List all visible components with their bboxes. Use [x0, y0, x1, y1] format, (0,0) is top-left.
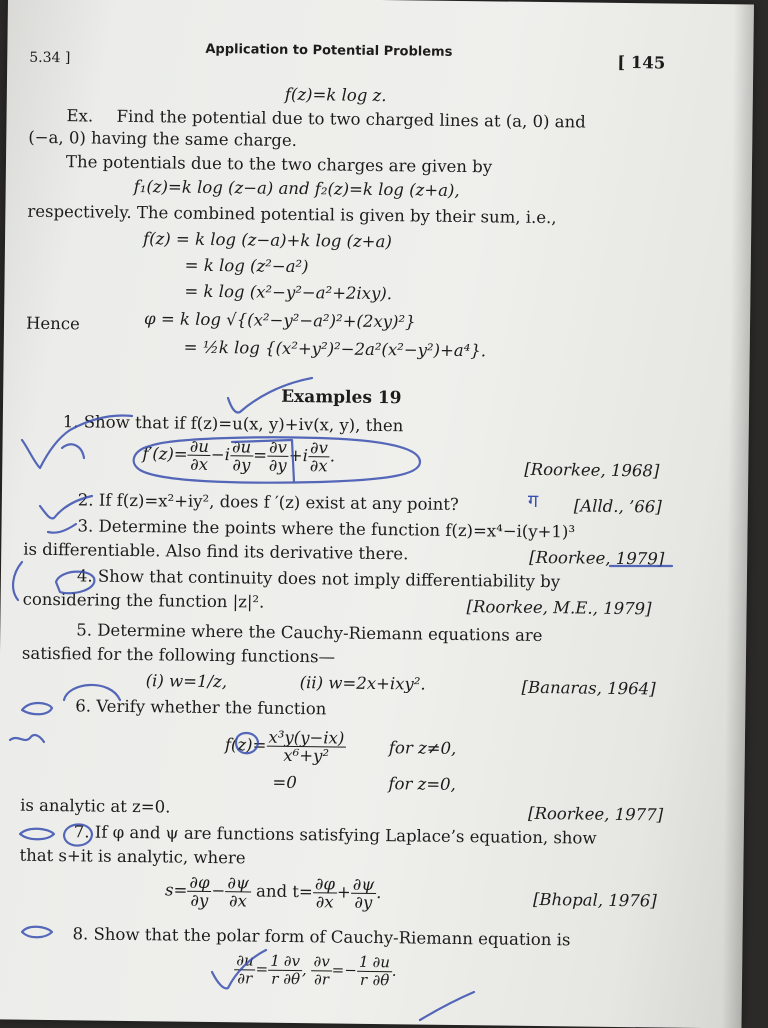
formula-step3: = k log (x²−y²−a²+2ixy). — [184, 281, 393, 304]
e1-frac-4-num: ∂v — [309, 438, 328, 458]
e7-frac-1 — [187, 874, 212, 909]
exercise-6-cont: is analytic at z=0. — [20, 795, 171, 817]
e1-end: . — [329, 446, 336, 466]
e1-frac-1-den: ∂x — [190, 454, 209, 474]
exercise-6: 6. Verify whether the function — [75, 696, 327, 719]
e8-sep: , — [301, 960, 307, 979]
e8-frac-5-den: r — [359, 970, 368, 989]
exercise-5-part-i: (i) w=1/z, — [145, 671, 228, 692]
exercise-3: 3. Determine the points where the function f(z)=x⁴−i(y+1)³ — [77, 516, 576, 542]
text-potentials: The potentials due to the two charges are given by — [65, 152, 493, 177]
examples-heading: Examples 19 — [281, 386, 402, 409]
formula-phi: φ = k log √{(x²−y²−a²)²+(2xy)²} — [143, 309, 416, 332]
e6-frac — [266, 729, 346, 765]
e7-frac-3 — [313, 875, 338, 910]
header-page-number: [ 145 — [617, 52, 666, 73]
e7-plus: + — [336, 882, 351, 902]
exercise-8: 8. Show that the polar form of Cauchy-Riemann equation is — [72, 924, 571, 950]
formula-step2: = k log (z²−a²) — [184, 255, 309, 277]
e7-frac-4-den: ∂y — [354, 892, 373, 912]
e1-frac-2 — [230, 438, 254, 473]
e8-frac-5 — [357, 954, 371, 989]
example-statement: Find the potential due to two charged lines at (a, 0) and — [116, 106, 586, 132]
exercise-6-citation: [Roorkee, 1977] — [527, 803, 664, 825]
e1-frac-2-num: ∂u — [231, 437, 252, 457]
e8-frac-1 — [234, 952, 256, 987]
e8-frac-4-den: ∂r — [313, 970, 330, 989]
e8-frac-2 — [268, 953, 282, 988]
e1-frac-3-num: ∂v — [268, 437, 288, 457]
e8-end: . — [391, 961, 397, 980]
e6-frac-den: x⁶+y² — [283, 745, 330, 766]
e7-frac-3-num: ∂φ — [314, 874, 336, 894]
exercise-3-citation: [Roorkee, 1979] — [529, 547, 665, 569]
example-statement-cont: (−a, 0) having the same charge. — [28, 127, 298, 150]
e8-frac-3-num: ∂v — [282, 953, 302, 971]
text-combined: respectively. The combined potential is given by their sum, i.e., — [27, 201, 557, 228]
exercise-6-cond-2: for z=0, — [388, 774, 456, 794]
e7-and-t: and t= — [255, 881, 313, 902]
exercise-6-formula — [225, 728, 347, 764]
e8-frac-3-den: ∂θ — [283, 969, 301, 989]
exercise-4-citation: [Roorkee, M.E., 1979] — [466, 597, 652, 619]
exercise-5-cont: satisfied for the following functions— — [21, 643, 336, 667]
header-title: Application to Potential Problems — [205, 41, 453, 60]
e1-lhs: f′(z)= — [142, 444, 188, 464]
e1-plus-i: +i — [288, 445, 309, 466]
exercise-1-formula — [142, 437, 335, 474]
e1-frac-3-den: ∂y — [268, 455, 287, 475]
e1-frac-4 — [308, 439, 330, 474]
exercise-6-cond-1: for z≠0, — [388, 738, 457, 758]
exercise-1-citation: [Roorkee, 1968] — [524, 459, 660, 481]
exercise-6-zero: =0 — [272, 772, 297, 793]
e1-equals: = — [253, 445, 268, 465]
e1-frac-3 — [267, 439, 289, 474]
example-label: Ex. — [66, 106, 94, 126]
e7-frac-1-num: ∂φ — [189, 872, 210, 892]
e8-eq-2: =− — [331, 960, 357, 980]
e6-lhs: f(z)= — [224, 735, 267, 755]
e8-frac-2-num: 1 — [268, 953, 282, 971]
e7-s: s= — [164, 880, 188, 900]
exercise-7-formula — [165, 873, 382, 911]
e1-minus-i: −i — [210, 444, 231, 465]
e8-eq-1: = — [255, 960, 269, 979]
e8-frac-1-num: ∂u — [234, 952, 256, 970]
e7-end: . — [376, 883, 382, 903]
exercise-4-cont: considering the function |z|². — [22, 589, 265, 612]
exercise-5-citation: [Banaras, 1964] — [521, 677, 656, 699]
exercise-1: 1. Show that if f(z)=u(x, y)+iv(x, y), then — [62, 412, 404, 436]
e8-frac-6-num: ∂u — [370, 954, 392, 972]
e1-frac-2-den: ∂y — [232, 455, 251, 475]
formula-f1-f2: f₁(z)=k log (z−a) and f₂(z)=k log (z+a), — [133, 176, 460, 200]
exercise-7-cont: that s+it is analytic, where — [19, 845, 246, 868]
e7-minus: − — [211, 880, 226, 901]
exercise-7-citation: [Bhopal, 1976] — [532, 889, 657, 911]
e7-frac-4 — [350, 876, 376, 911]
e8-frac-4-num: ∂v — [311, 953, 331, 971]
formula-phi-expanded: = ½k log {(x²+y²)²−2a²(x²−y²)+a⁴}. — [183, 337, 487, 361]
exercise-2: 2. If f(z)=x²+iy², does f ′(z) exist at any point? — [77, 490, 459, 514]
e8-frac-6-den: ∂θ — [372, 970, 390, 990]
e7-frac-2-num: ∂ψ — [227, 873, 250, 893]
e7-frac-3-den: ∂x — [315, 892, 334, 912]
e1-frac-1-num: ∂u — [189, 436, 210, 456]
e6-frac-num: x³y(y−ix) — [268, 727, 345, 748]
handwritten-margin-note: ग — [527, 490, 539, 512]
e8-frac-3 — [281, 953, 302, 988]
exercise-5-part-ii: (ii) w=2x+ixy². — [299, 673, 426, 694]
e8-frac-4 — [311, 953, 332, 988]
e7-frac-2-den: ∂x — [228, 891, 247, 911]
e8-frac-1-den: ∂r — [237, 969, 253, 988]
e7-frac-4-num: ∂ψ — [352, 874, 375, 894]
e1-frac-1 — [187, 438, 211, 473]
e8-frac-2-den: r — [271, 969, 279, 988]
e1-frac-4-den: ∂x — [309, 456, 328, 476]
exercise-4: 4. Show that continuity does not imply differentiability by — [76, 566, 561, 592]
e7-frac-1-den: ∂y — [190, 890, 209, 910]
exercise-7: 7. If φ and ψ are functions satisfying Laplace’s equation, show — [73, 822, 597, 848]
exercise-2-citation: [Alld., ’66] — [573, 496, 662, 517]
formula-sum: f(z) = k log (z−a)+k log (z+a) — [142, 229, 392, 252]
formula-log-z: f(z)=k log z. — [284, 84, 387, 106]
e8-frac-6 — [370, 954, 392, 989]
header-section-number: 5.34 ] — [29, 49, 71, 67]
e7-frac-2 — [225, 874, 251, 909]
exercise-8-formula — [234, 952, 397, 989]
page-edge-shadow — [721, 4, 754, 1028]
text-hence: Hence — [25, 313, 80, 334]
e8-frac-5-num: 1 — [357, 954, 371, 972]
exercise-3-cont: is differentiable. Also find its derivative there. — [23, 539, 409, 564]
exercise-5: 5. Determine where the Cauchy-Riemann equations are — [76, 620, 543, 646]
